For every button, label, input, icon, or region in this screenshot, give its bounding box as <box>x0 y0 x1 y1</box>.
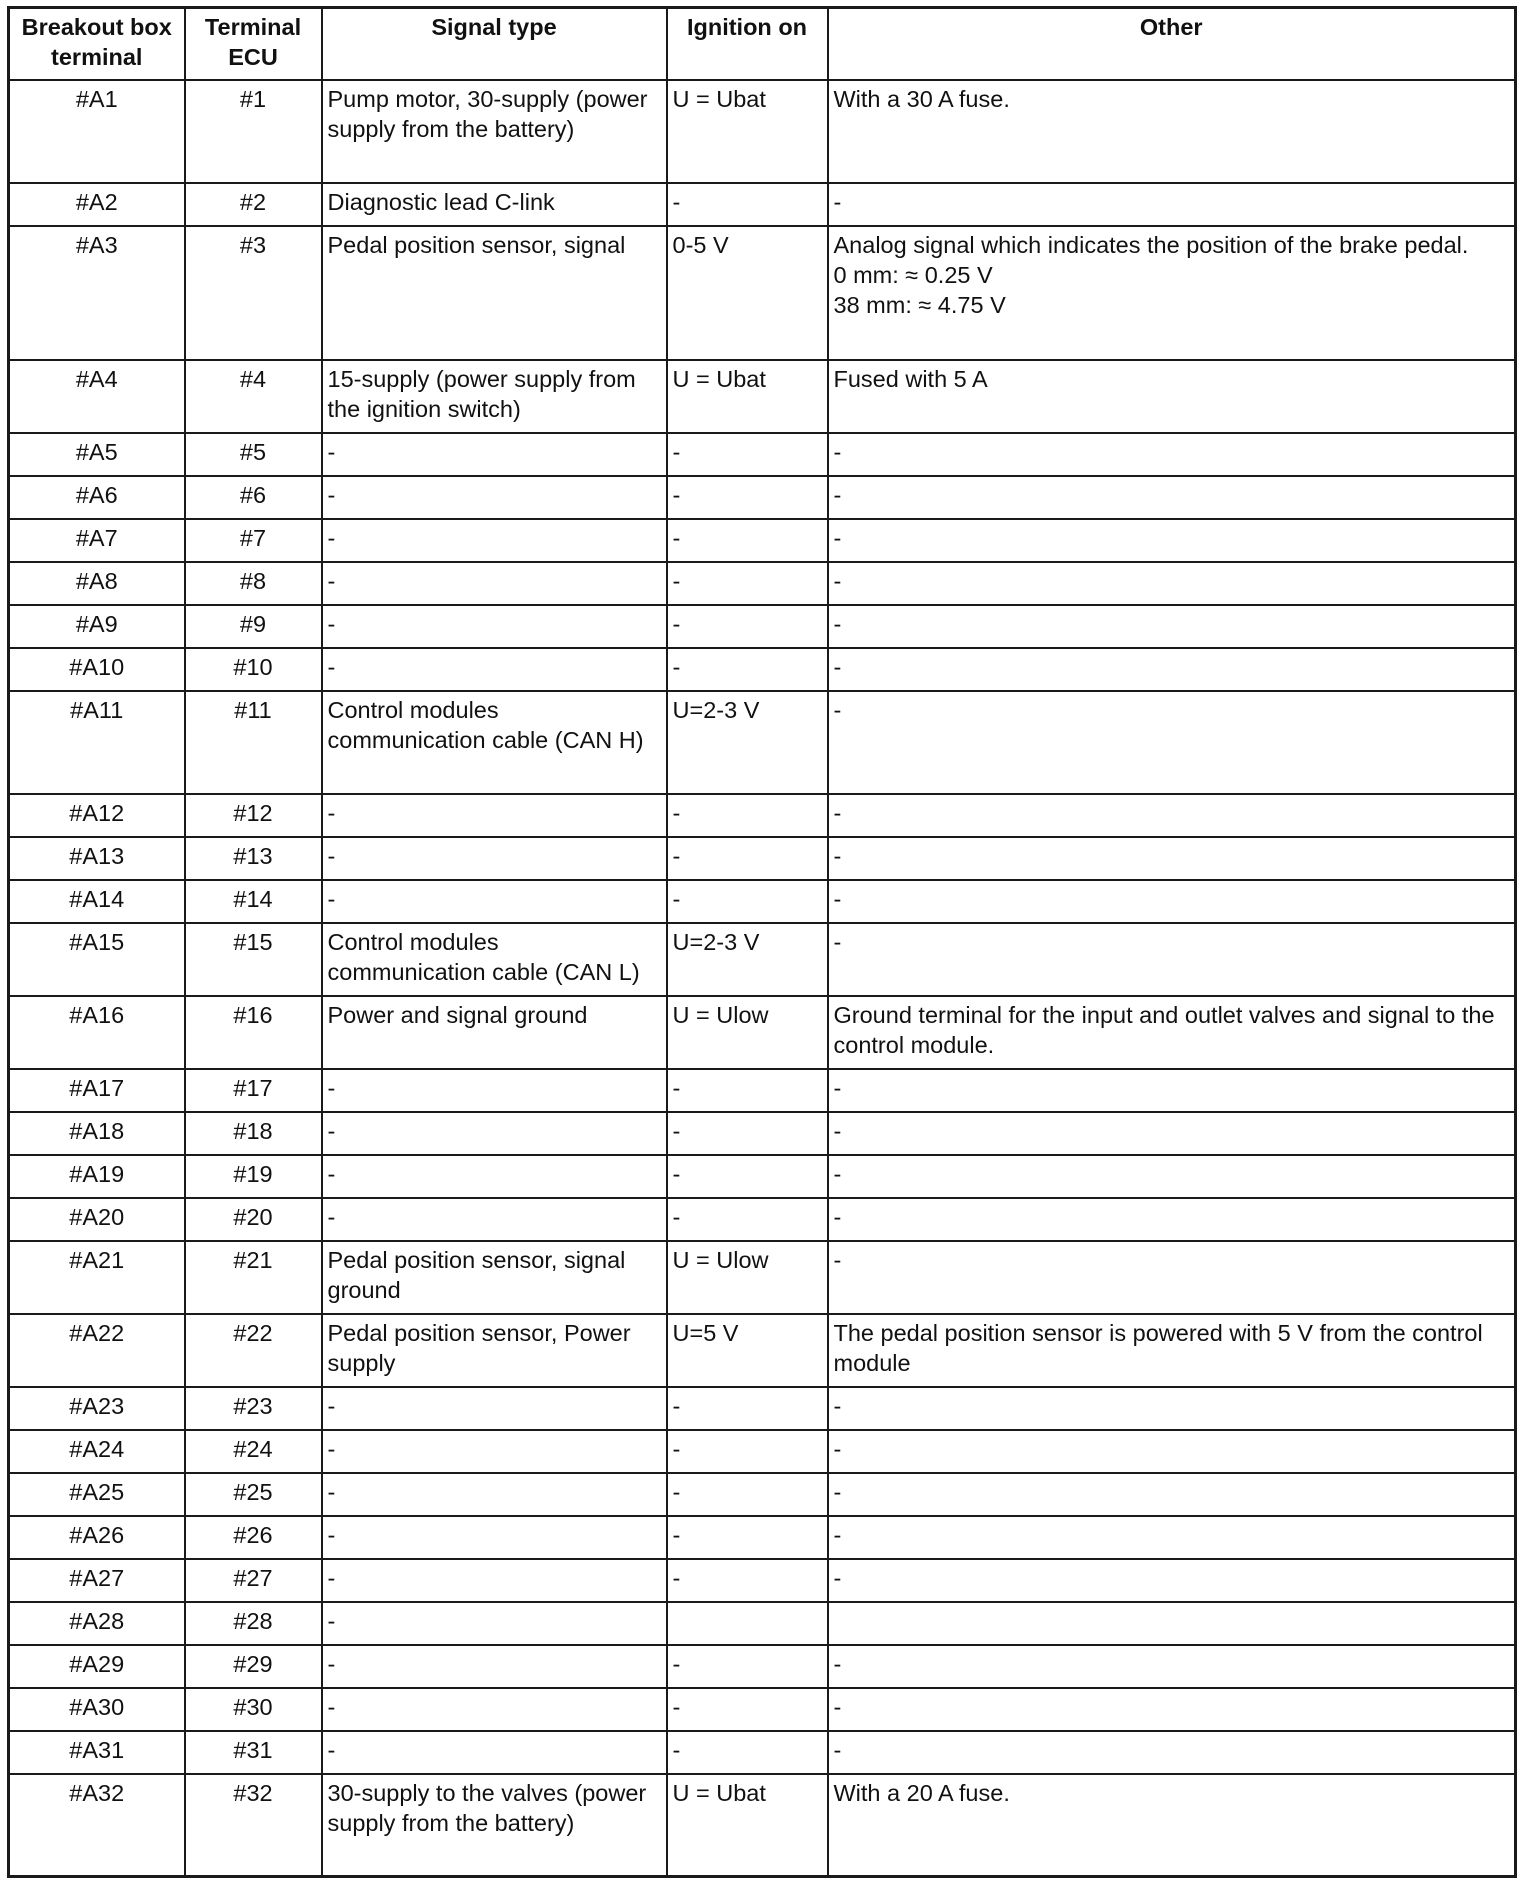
cell-ecu-terminal: #24 <box>185 1430 322 1473</box>
cell-other: - <box>828 923 1516 996</box>
cell-breakout-terminal: #A32 <box>9 1774 185 1877</box>
cell-signal-type: Control modules communication cable (CAN H) <box>322 691 667 794</box>
cell-breakout-terminal: #A25 <box>9 1473 185 1516</box>
cell-other: - <box>828 519 1516 562</box>
cell-signal-type: - <box>322 1688 667 1731</box>
cell-ignition-on: - <box>667 1155 828 1198</box>
table-row <box>9 605 1516 648</box>
cell-breakout-terminal: #A29 <box>9 1645 185 1688</box>
cell-ecu-terminal: #23 <box>185 1387 322 1430</box>
table-row <box>9 80 1516 183</box>
cell-breakout-terminal: #A2 <box>9 183 185 226</box>
cell-breakout-terminal: #A30 <box>9 1688 185 1731</box>
table-row <box>9 1473 1516 1516</box>
table-row <box>9 996 1516 1069</box>
cell-breakout-terminal: #A12 <box>9 794 185 837</box>
cell-other: - <box>828 1516 1516 1559</box>
cell-breakout-terminal: #A26 <box>9 1516 185 1559</box>
cell-signal-type: - <box>322 1602 667 1645</box>
cell-other: - <box>828 433 1516 476</box>
cell-signal-type: Pedal position sensor, signal ground <box>322 1241 667 1314</box>
cell-signal-type: - <box>322 1112 667 1155</box>
cell-other: - <box>828 648 1516 691</box>
cell-ecu-terminal: #25 <box>185 1473 322 1516</box>
cell-breakout-terminal: #A3 <box>9 226 185 360</box>
table-row <box>9 1731 1516 1774</box>
cell-breakout-terminal: #A24 <box>9 1430 185 1473</box>
cell-other: The pedal position sensor is powered with 5 V from the control module <box>828 1314 1516 1387</box>
table-body <box>9 80 1516 1877</box>
cell-other: - <box>828 837 1516 880</box>
cell-signal-type: 30-supply to the valves (power supply from the battery) <box>322 1774 667 1877</box>
cell-signal-type: Diagnostic lead C-link <box>322 183 667 226</box>
cell-breakout-terminal: #A1 <box>9 80 185 183</box>
cell-signal-type: - <box>322 1645 667 1688</box>
cell-signal-type: - <box>322 1069 667 1112</box>
cell-ignition-on: - <box>667 1198 828 1241</box>
cell-breakout-terminal: #A13 <box>9 837 185 880</box>
cell-other: - <box>828 1069 1516 1112</box>
table-row <box>9 1314 1516 1387</box>
cell-signal-type: - <box>322 519 667 562</box>
cell-signal-type: - <box>322 1473 667 1516</box>
table-row <box>9 1430 1516 1473</box>
cell-signal-type: Pedal position sensor, Power supply <box>322 1314 667 1387</box>
cell-other: - <box>828 562 1516 605</box>
cell-signal-type: - <box>322 1731 667 1774</box>
cell-ecu-terminal: #12 <box>185 794 322 837</box>
cell-ignition-on: - <box>667 1559 828 1602</box>
cell-ecu-terminal: #5 <box>185 433 322 476</box>
cell-ignition-on: - <box>667 1112 828 1155</box>
header-terminal-ecu: Terminal ECU <box>185 8 322 80</box>
cell-ignition-on: - <box>667 519 828 562</box>
cell-ecu-terminal: #8 <box>185 562 322 605</box>
cell-ecu-terminal: #14 <box>185 880 322 923</box>
cell-ignition-on: U = Ulow <box>667 996 828 1069</box>
cell-ecu-terminal: #1 <box>185 80 322 183</box>
cell-signal-type: - <box>322 1198 667 1241</box>
terminal-table <box>7 6 1517 1878</box>
header-ignition-on: Ignition on <box>667 8 828 80</box>
cell-signal-type: - <box>322 605 667 648</box>
table-row <box>9 226 1516 360</box>
cell-other: - <box>828 1112 1516 1155</box>
table-row <box>9 1198 1516 1241</box>
cell-ecu-terminal: #9 <box>185 605 322 648</box>
cell-signal-type: - <box>322 837 667 880</box>
cell-other: - <box>828 1241 1516 1314</box>
table-row <box>9 360 1516 433</box>
cell-other <box>828 1602 1516 1645</box>
cell-signal-type: Pump motor, 30-supply (power supply from the battery) <box>322 80 667 183</box>
cell-ignition-on: 0-5 V <box>667 226 828 360</box>
cell-ignition-on: - <box>667 605 828 648</box>
cell-breakout-terminal: #A7 <box>9 519 185 562</box>
cell-ignition-on: U=5 V <box>667 1314 828 1387</box>
cell-ignition-on: - <box>667 1688 828 1731</box>
table-row <box>9 1602 1516 1645</box>
cell-ignition-on: - <box>667 183 828 226</box>
table-row <box>9 562 1516 605</box>
cell-other: - <box>828 880 1516 923</box>
cell-signal-type: - <box>322 562 667 605</box>
cell-other: With a 20 A fuse. <box>828 1774 1516 1877</box>
cell-ignition-on: U = Ubat <box>667 360 828 433</box>
header-other: Other <box>828 8 1516 80</box>
table-row <box>9 837 1516 880</box>
cell-ignition-on: U=2-3 V <box>667 923 828 996</box>
cell-breakout-terminal: #A5 <box>9 433 185 476</box>
cell-breakout-terminal: #A4 <box>9 360 185 433</box>
cell-ignition-on: - <box>667 794 828 837</box>
table-row <box>9 433 1516 476</box>
cell-ignition-on: - <box>667 562 828 605</box>
cell-signal-type: - <box>322 794 667 837</box>
cell-breakout-terminal: #A23 <box>9 1387 185 1430</box>
cell-ecu-terminal: #28 <box>185 1602 322 1645</box>
cell-signal-type: - <box>322 1155 667 1198</box>
cell-ecu-terminal: #4 <box>185 360 322 433</box>
cell-signal-type: - <box>322 476 667 519</box>
cell-signal-type: Control modules communication cable (CAN L) <box>322 923 667 996</box>
cell-ignition-on: - <box>667 1645 828 1688</box>
cell-breakout-terminal: #A19 <box>9 1155 185 1198</box>
cell-ecu-terminal: #26 <box>185 1516 322 1559</box>
table-row <box>9 1155 1516 1198</box>
header-breakout-box-terminal: Breakout box terminal <box>9 8 185 80</box>
cell-ignition-on: - <box>667 648 828 691</box>
cell-signal-type: Pedal position sensor, signal <box>322 226 667 360</box>
cell-ecu-terminal: #16 <box>185 996 322 1069</box>
cell-other: - <box>828 1430 1516 1473</box>
cell-other: Fused with 5 A <box>828 360 1516 433</box>
table-row <box>9 519 1516 562</box>
cell-signal-type: - <box>322 1387 667 1430</box>
cell-breakout-terminal: #A17 <box>9 1069 185 1112</box>
cell-ecu-terminal: #13 <box>185 837 322 880</box>
cell-breakout-terminal: #A18 <box>9 1112 185 1155</box>
cell-ignition-on: U = Ubat <box>667 80 828 183</box>
cell-ecu-terminal: #21 <box>185 1241 322 1314</box>
cell-breakout-terminal: #A6 <box>9 476 185 519</box>
cell-ecu-terminal: #20 <box>185 1198 322 1241</box>
table-row <box>9 1387 1516 1430</box>
cell-ignition-on: - <box>667 476 828 519</box>
table-row <box>9 691 1516 794</box>
cell-ignition-on: - <box>667 1430 828 1473</box>
cell-ignition-on: - <box>667 1516 828 1559</box>
table-row <box>9 880 1516 923</box>
cell-ignition-on: - <box>667 1473 828 1516</box>
cell-breakout-terminal: #A16 <box>9 996 185 1069</box>
cell-ecu-terminal: #18 <box>185 1112 322 1155</box>
cell-other: - <box>828 1559 1516 1602</box>
cell-other: - <box>828 1155 1516 1198</box>
cell-other: - <box>828 1688 1516 1731</box>
cell-signal-type: - <box>322 433 667 476</box>
cell-breakout-terminal: #A22 <box>9 1314 185 1387</box>
cell-ecu-terminal: #17 <box>185 1069 322 1112</box>
cell-other: Analog signal which indicates the position of the brake pedal. 0 mm: ≈ 0.25 V 38 mm: ≈ 4.75 V <box>828 226 1516 360</box>
cell-other: With a 30 A fuse. <box>828 80 1516 183</box>
cell-ecu-terminal: #29 <box>185 1645 322 1688</box>
cell-other: - <box>828 1473 1516 1516</box>
cell-signal-type: - <box>322 648 667 691</box>
cell-other: Ground terminal for the input and outlet valves and signal to the control module. <box>828 996 1516 1069</box>
table-row <box>9 1774 1516 1877</box>
cell-breakout-terminal: #A11 <box>9 691 185 794</box>
cell-ignition-on: U = Ulow <box>667 1241 828 1314</box>
cell-breakout-terminal: #A20 <box>9 1198 185 1241</box>
cell-ecu-terminal: #27 <box>185 1559 322 1602</box>
cell-signal-type: - <box>322 1430 667 1473</box>
cell-breakout-terminal: #A8 <box>9 562 185 605</box>
cell-breakout-terminal: #A9 <box>9 605 185 648</box>
cell-breakout-terminal: #A27 <box>9 1559 185 1602</box>
cell-signal-type: - <box>322 880 667 923</box>
cell-ecu-terminal: #6 <box>185 476 322 519</box>
cell-breakout-terminal: #A31 <box>9 1731 185 1774</box>
cell-other: - <box>828 183 1516 226</box>
cell-other: - <box>828 1387 1516 1430</box>
cell-ecu-terminal: #19 <box>185 1155 322 1198</box>
table-row <box>9 1688 1516 1731</box>
cell-other: - <box>828 691 1516 794</box>
cell-ignition-on <box>667 1602 828 1645</box>
table-row <box>9 1241 1516 1314</box>
header-signal-type: Signal type <box>322 8 667 80</box>
cell-signal-type: - <box>322 1559 667 1602</box>
cell-ignition-on: - <box>667 433 828 476</box>
table-row <box>9 1112 1516 1155</box>
table-row <box>9 648 1516 691</box>
table-row <box>9 183 1516 226</box>
cell-other: - <box>828 1645 1516 1688</box>
table-row <box>9 794 1516 837</box>
cell-breakout-terminal: #A15 <box>9 923 185 996</box>
table-row <box>9 923 1516 996</box>
cell-ecu-terminal: #32 <box>185 1774 322 1877</box>
cell-other: - <box>828 1731 1516 1774</box>
cell-other: - <box>828 1198 1516 1241</box>
cell-ecu-terminal: #31 <box>185 1731 322 1774</box>
table-row <box>9 1516 1516 1559</box>
cell-breakout-terminal: #A21 <box>9 1241 185 1314</box>
cell-other: - <box>828 794 1516 837</box>
cell-ecu-terminal: #22 <box>185 1314 322 1387</box>
cell-ecu-terminal: #15 <box>185 923 322 996</box>
cell-signal-type: - <box>322 1516 667 1559</box>
cell-breakout-terminal: #A14 <box>9 880 185 923</box>
cell-other: - <box>828 605 1516 648</box>
table-row <box>9 1645 1516 1688</box>
cell-signal-type: Power and signal ground <box>322 996 667 1069</box>
table-row <box>9 1069 1516 1112</box>
cell-ignition-on: U=2-3 V <box>667 691 828 794</box>
cell-ecu-terminal: #10 <box>185 648 322 691</box>
header-row <box>9 8 1516 80</box>
cell-other: - <box>828 476 1516 519</box>
cell-ignition-on: - <box>667 1069 828 1112</box>
cell-breakout-terminal: #A28 <box>9 1602 185 1645</box>
table-row <box>9 476 1516 519</box>
cell-ignition-on: - <box>667 837 828 880</box>
cell-ecu-terminal: #2 <box>185 183 322 226</box>
cell-ecu-terminal: #11 <box>185 691 322 794</box>
cell-ignition-on: - <box>667 880 828 923</box>
cell-ecu-terminal: #7 <box>185 519 322 562</box>
cell-ignition-on: - <box>667 1387 828 1430</box>
table-row <box>9 1559 1516 1602</box>
cell-ignition-on: U = Ubat <box>667 1774 828 1877</box>
cell-ignition-on: - <box>667 1731 828 1774</box>
cell-ecu-terminal: #3 <box>185 226 322 360</box>
cell-signal-type: 15-supply (power supply from the ignition switch) <box>322 360 667 433</box>
cell-ecu-terminal: #30 <box>185 1688 322 1731</box>
cell-breakout-terminal: #A10 <box>9 648 185 691</box>
